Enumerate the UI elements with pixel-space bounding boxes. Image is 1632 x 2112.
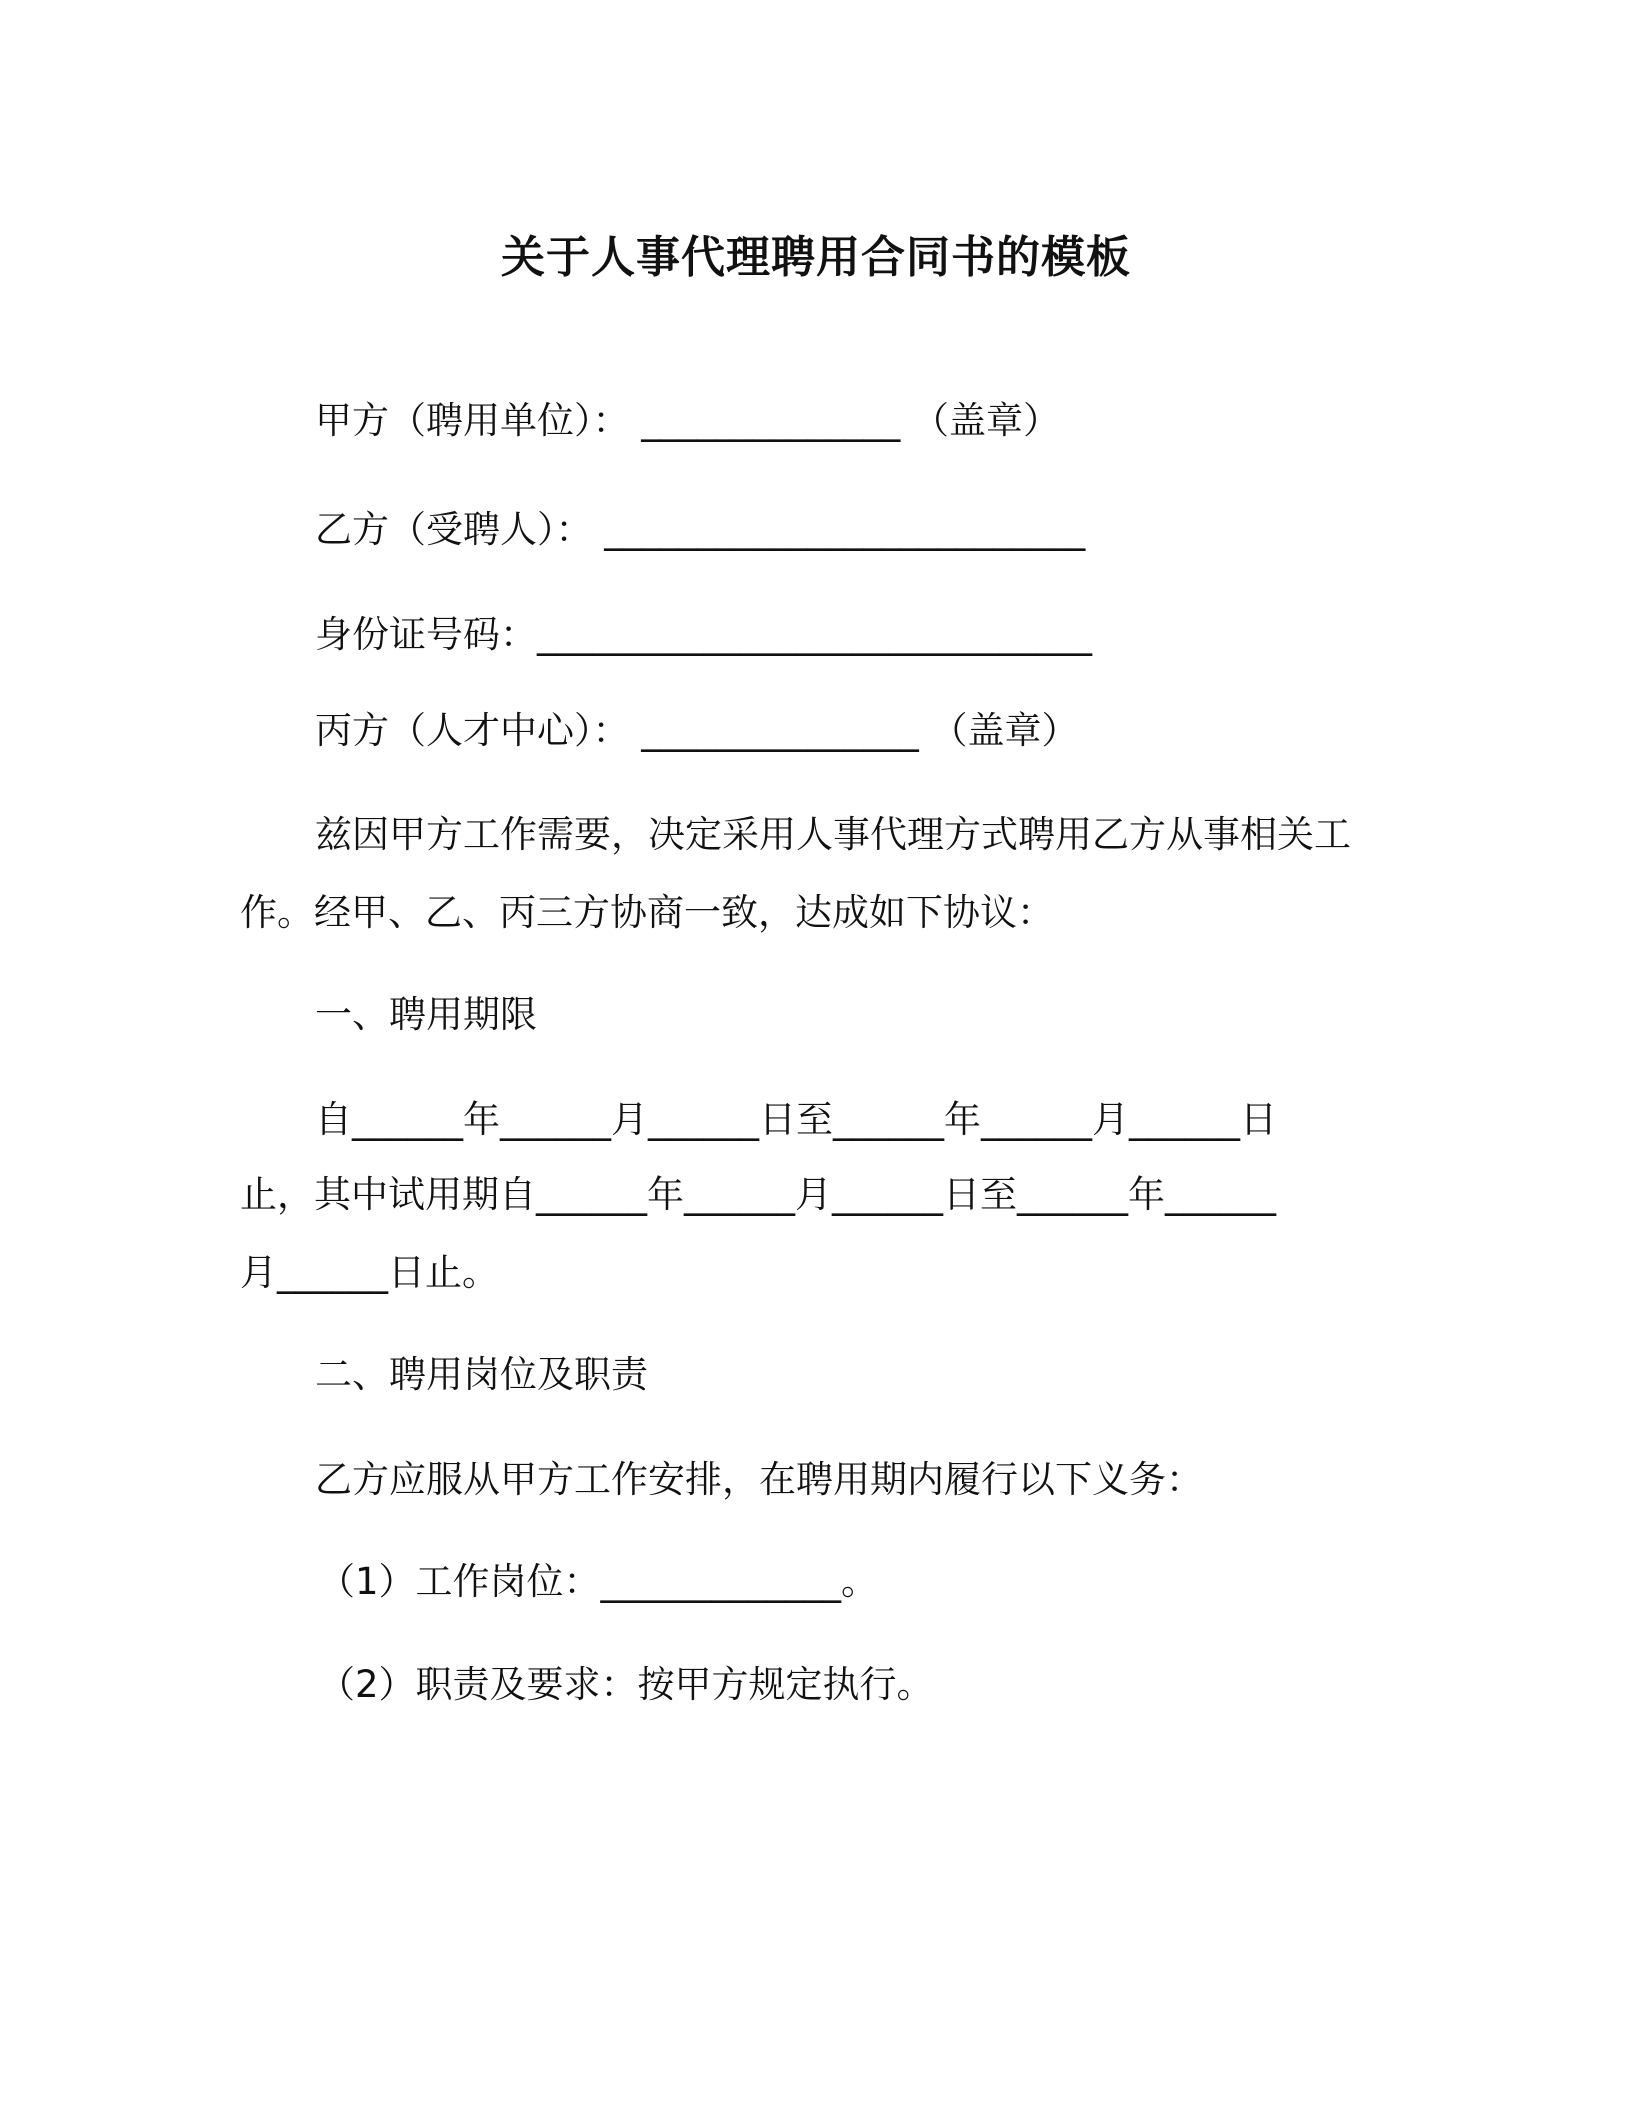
intro-paragraph-line-1: 兹因甲方工作需要，决定采用人事代理方式聘用乙方从事相关工 bbox=[315, 813, 1351, 856]
term-line-2: 止，其中试用期自______年______月______日至______年______ bbox=[240, 1173, 1276, 1216]
duties-intro: 乙方应服从甲方工作安排，在聘用期内履行以下义务： bbox=[315, 1458, 1203, 1501]
id-number-line: 身份证号码：______________________________ bbox=[315, 613, 1092, 656]
duty-item-1: （1）工作岗位：_____________。 bbox=[318, 1560, 879, 1603]
party-b-line: 乙方（受聘人）： __________________________ bbox=[315, 508, 1086, 551]
term-line-3: 月______日止。 bbox=[240, 1251, 499, 1294]
term-line-1: 自______年______月______日至______年______月______日 bbox=[315, 1098, 1277, 1141]
party-a-line: 甲方（聘用单位）： ______________ （盖章） bbox=[315, 399, 1061, 442]
document-title: 关于人事代理聘用合同书的模板 bbox=[501, 232, 1131, 283]
party-c-line: 丙方（人才中心）： _______________ （盖章） bbox=[315, 709, 1079, 752]
section-2-heading: 二、聘用岗位及职责 bbox=[315, 1353, 648, 1396]
section-1-heading: 一、聘用期限 bbox=[315, 993, 537, 1036]
duty-item-2: （2）职责及要求：按甲方规定执行。 bbox=[318, 1663, 934, 1706]
intro-paragraph-line-2: 作。经甲、乙、丙三方协商一致，达成如下协议： bbox=[240, 891, 1054, 934]
